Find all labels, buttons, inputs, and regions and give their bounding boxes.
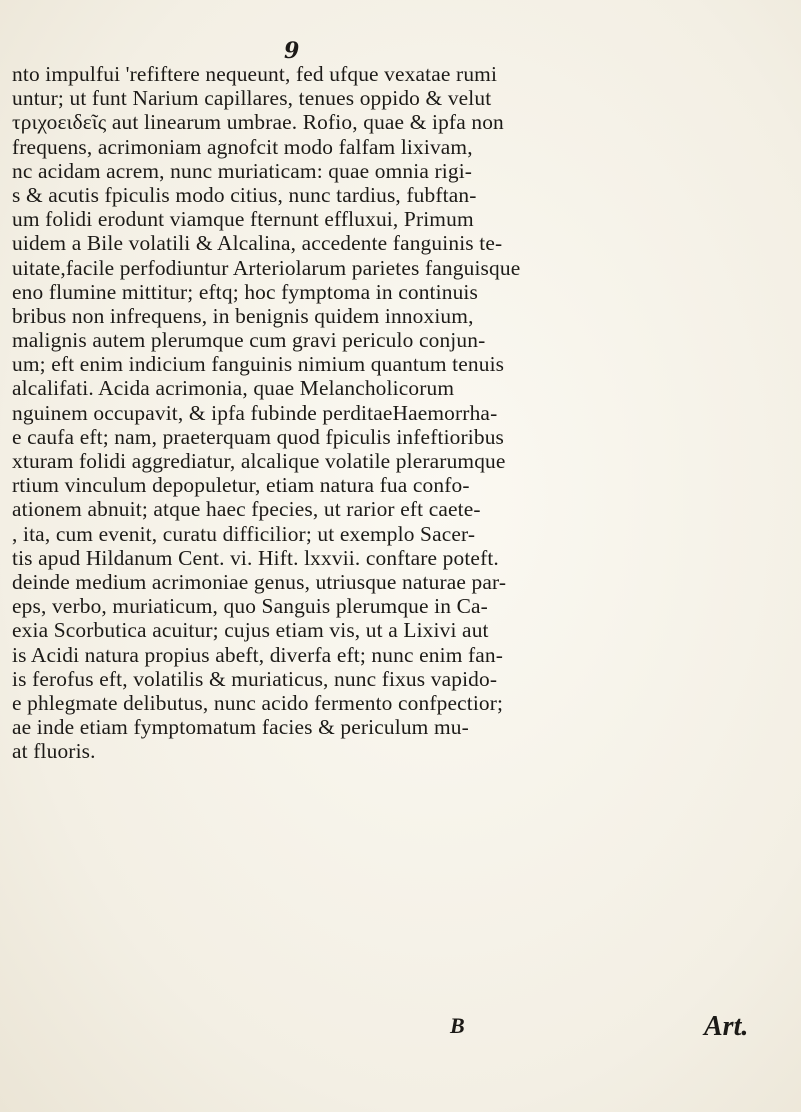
- text-line: ae inde etiam fymptomatum facies & periculum mu-: [12, 715, 469, 740]
- signature-mark: B: [450, 1013, 465, 1038]
- text-line: malignis autem plerumque cum gravi periculo conjun-: [12, 328, 486, 353]
- text-line: uitate,facile perfodiuntur Arteriolarum parietes fanguisque: [12, 255, 521, 280]
- text-line: exia Scorbutica acuitur; cujus etiam vis, ut a Lixivi aut: [12, 618, 489, 643]
- text-line: nguinem occupavit, & ipfa fubinde perditaeHaemorrha-: [12, 400, 498, 425]
- text-line: untur; ut funt Narium capillares, tenues oppido & velut: [12, 86, 492, 111]
- text-line: is ferofus eft, volatilis & muriaticus, nunc fixus vapido-: [12, 666, 498, 691]
- text-line: ationem abnuit; atque haec fpecies, ut rarior eft caete-: [12, 497, 481, 522]
- text-line: uidem a Bile volatili & Alcalina, accedente fanguinis te-: [12, 231, 503, 256]
- body-text: [12, 62, 794, 763]
- text-line: nc acidam acrem, nunc muriaticam: quae omnia rigi-: [12, 158, 473, 183]
- text-line: s & acutis fpiculis modo citius, nunc tardius, fubftan-: [12, 182, 477, 207]
- text-line: eps, verbo, muriaticum, quo Sanguis plerumque in Ca-: [12, 594, 488, 619]
- text-line: e caufa eft; nam, praeterquam quod fpiculis infeftioribus: [12, 424, 505, 449]
- text-line: alcalifati. Acida acrimonia, quae Melancholicorum: [12, 376, 455, 401]
- text-line: , ita, cum evenit, curatu difficilior; ut exemplo Sacer-: [12, 521, 476, 546]
- text-line: τριχοειδεῖς aut linearum umbrae. Rofio, quae & ipfa non: [12, 110, 504, 135]
- text-line: deinde medium acrimoniae genus, utriusque naturae par-: [12, 569, 507, 594]
- text-line: e phlegmate delibutus, nunc acido fermento confpectior;: [12, 690, 504, 715]
- catchword: Art.: [704, 1011, 749, 1042]
- text-line: frequens, acrimoniam agnofcit modo falfam lixivam,: [12, 134, 473, 159]
- text-line: rtium vinculum depopuletur, etiam natura fua confo-: [12, 473, 470, 498]
- text-line: nto impulfui 'refiftere nequeunt, fed ufque vexatae rumi: [12, 62, 498, 86]
- text-line: is Acidi natura propius abeft, diverfa eft; nunc enim fan-: [12, 642, 504, 667]
- text-line: xturam folidi aggrediatur, alcalique volatile plerarumque: [12, 449, 506, 473]
- text-line: at fluoris.: [12, 739, 96, 764]
- page-number: 9: [284, 38, 300, 64]
- page-footer: [0, 1013, 801, 1053]
- text-line: um; eft enim indicium fanguinis nimium quantum tenuis: [12, 352, 505, 377]
- text-line: tis apud Hildanum Cent. vi. Hift. lxxvii. conftare poteft.: [12, 545, 499, 570]
- text-line: um folidi erodunt viamque fternunt effluxui, Primum: [12, 207, 474, 232]
- text-line: eno flumine mittitur; eftq; hoc fymptoma in continuis: [12, 279, 478, 304]
- text-line: bribus non infrequens, in benignis quidem innoxium,: [12, 303, 474, 328]
